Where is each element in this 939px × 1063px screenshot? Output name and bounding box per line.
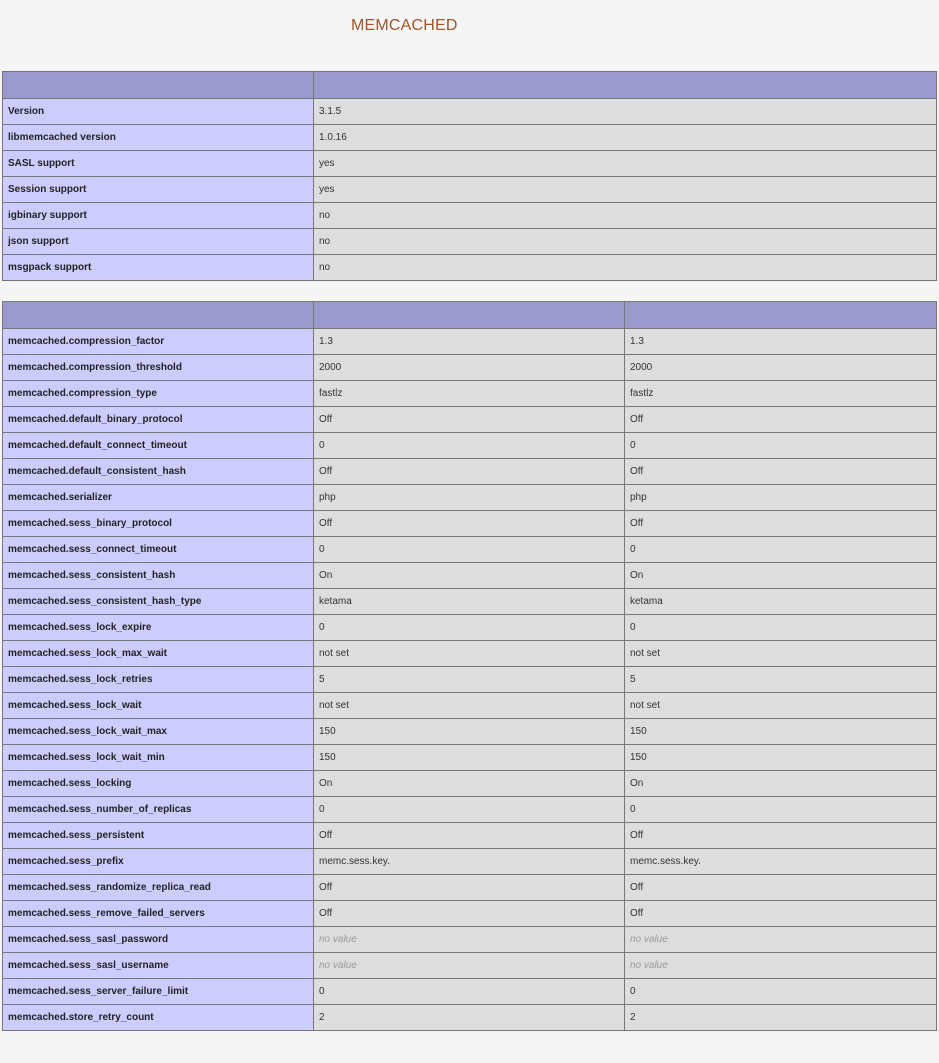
section-title: MEMCACHED xyxy=(351,17,458,34)
header-cell xyxy=(3,302,314,329)
table-row xyxy=(3,1005,937,1031)
row-value: no xyxy=(314,255,937,281)
table-row xyxy=(3,927,937,953)
directive-name: memcached.sess_binary_protocol xyxy=(3,511,314,537)
directive-name: memcached.sess_lock_wait_max xyxy=(3,719,314,745)
master-value: php xyxy=(625,485,937,511)
master-value: 0 xyxy=(625,433,937,459)
local-value: Off xyxy=(314,407,625,433)
local-value: Off xyxy=(314,875,625,901)
master-value: 2 xyxy=(625,1005,937,1031)
master-no-value: no value xyxy=(630,934,668,945)
row-name: SASL support xyxy=(3,151,314,177)
table-row xyxy=(3,589,937,615)
table-row xyxy=(3,823,937,849)
table-row xyxy=(3,719,937,745)
local-value: php xyxy=(314,485,625,511)
local-value: 1.3 xyxy=(314,329,625,355)
master-value-cell xyxy=(625,953,937,979)
master-value: Off xyxy=(625,901,937,927)
table-header-row xyxy=(3,302,937,329)
local-value-cell xyxy=(314,953,625,979)
local-value-cell xyxy=(314,927,625,953)
local-value: Off xyxy=(314,511,625,537)
local-value: On xyxy=(314,563,625,589)
directive-name: memcached.default_binary_protocol xyxy=(3,407,314,433)
directive-name: memcached.sess_server_failure_limit xyxy=(3,979,314,1005)
table-row xyxy=(3,849,937,875)
directive-name: memcached.default_connect_timeout xyxy=(3,433,314,459)
local-value: memc.sess.key. xyxy=(314,849,625,875)
directive-name: memcached.default_consistent_hash xyxy=(3,459,314,485)
row-name: Version xyxy=(3,99,314,125)
directive-name: memcached.sess_consistent_hash xyxy=(3,563,314,589)
table-header-row xyxy=(3,72,937,99)
master-value: ketama xyxy=(625,589,937,615)
directive-name: memcached.serializer xyxy=(3,485,314,511)
table-row xyxy=(3,229,937,255)
directive-name: memcached.sess_lock_wait_min xyxy=(3,745,314,771)
directive-name: memcached.compression_factor xyxy=(3,329,314,355)
local-value: fastlz xyxy=(314,381,625,407)
local-no-value: no value xyxy=(319,934,357,945)
row-name: libmemcached version xyxy=(3,125,314,151)
local-value: 0 xyxy=(314,537,625,563)
row-value: no xyxy=(314,229,937,255)
table-row xyxy=(3,125,937,151)
master-value: 1.3 xyxy=(625,329,937,355)
directive-name: memcached.sess_sasl_username xyxy=(3,953,314,979)
directive-name: memcached.sess_prefix xyxy=(3,849,314,875)
master-value-cell xyxy=(625,927,937,953)
master-value: fastlz xyxy=(625,381,937,407)
table-row xyxy=(3,797,937,823)
table-row xyxy=(3,355,937,381)
master-value: On xyxy=(625,563,937,589)
table-row xyxy=(3,615,937,641)
table-row xyxy=(3,433,937,459)
row-name: json support xyxy=(3,229,314,255)
directive-name: memcached.sess_remove_failed_servers xyxy=(3,901,314,927)
local-value: 150 xyxy=(314,745,625,771)
master-value: Off xyxy=(625,511,937,537)
local-value: ketama xyxy=(314,589,625,615)
table-row xyxy=(3,875,937,901)
local-value: Off xyxy=(314,901,625,927)
master-value: 5 xyxy=(625,667,937,693)
local-value: 0 xyxy=(314,797,625,823)
table-row xyxy=(3,407,937,433)
table-row xyxy=(3,459,937,485)
directive-name: memcached.sess_lock_max_wait xyxy=(3,641,314,667)
master-value: 0 xyxy=(625,797,937,823)
table-row xyxy=(3,771,937,797)
master-value: 0 xyxy=(625,537,937,563)
table-row xyxy=(3,381,937,407)
row-name: igbinary support xyxy=(3,203,314,229)
table-row xyxy=(3,151,937,177)
directive-name: memcached.sess_number_of_replicas xyxy=(3,797,314,823)
table-row xyxy=(3,953,937,979)
table-row xyxy=(3,667,937,693)
local-value: 2 xyxy=(314,1005,625,1031)
master-value: Off xyxy=(625,875,937,901)
local-value: 2000 xyxy=(314,355,625,381)
row-value: no xyxy=(314,203,937,229)
local-value: 5 xyxy=(314,667,625,693)
master-value: 150 xyxy=(625,719,937,745)
local-value: 0 xyxy=(314,979,625,1005)
local-value: 150 xyxy=(314,719,625,745)
master-value: 0 xyxy=(625,979,937,1005)
master-value: 2000 xyxy=(625,355,937,381)
table-row xyxy=(3,745,937,771)
row-name: Session support xyxy=(3,177,314,203)
table-row xyxy=(3,99,937,125)
local-value: not set xyxy=(314,693,625,719)
directive-name: memcached.sess_lock_retries xyxy=(3,667,314,693)
row-value: 3.1.5 xyxy=(314,99,937,125)
master-value: not set xyxy=(625,693,937,719)
header-cell xyxy=(314,302,625,329)
master-value: memc.sess.key. xyxy=(625,849,937,875)
header-cell xyxy=(625,302,937,329)
table-row xyxy=(3,329,937,355)
table-row xyxy=(3,563,937,589)
row-value: yes xyxy=(314,151,937,177)
directive-name: memcached.sess_connect_timeout xyxy=(3,537,314,563)
table-row xyxy=(3,979,937,1005)
directive-name: memcached.sess_consistent_hash_type xyxy=(3,589,314,615)
header-cell xyxy=(314,72,937,99)
memcached-info-table xyxy=(2,71,937,281)
local-value: Off xyxy=(314,823,625,849)
table-row xyxy=(3,901,937,927)
memcached-directives-table xyxy=(2,301,937,1031)
directive-name: memcached.store_retry_count xyxy=(3,1005,314,1031)
directive-name: memcached.sess_sasl_password xyxy=(3,927,314,953)
table-row xyxy=(3,485,937,511)
local-value: 0 xyxy=(314,615,625,641)
master-value: 150 xyxy=(625,745,937,771)
master-value: On xyxy=(625,771,937,797)
local-no-value: no value xyxy=(319,960,357,971)
master-value: Off xyxy=(625,823,937,849)
row-value: 1.0.16 xyxy=(314,125,937,151)
local-value: not set xyxy=(314,641,625,667)
directive-name: memcached.sess_locking xyxy=(3,771,314,797)
table-row xyxy=(3,203,937,229)
directive-name: memcached.sess_lock_expire xyxy=(3,615,314,641)
row-value: yes xyxy=(314,177,937,203)
master-value: Off xyxy=(625,407,937,433)
directive-name: memcached.sess_randomize_replica_read xyxy=(3,875,314,901)
directive-name: memcached.sess_persistent xyxy=(3,823,314,849)
local-value: On xyxy=(314,771,625,797)
directive-name: memcached.compression_threshold xyxy=(3,355,314,381)
directive-name: memcached.compression_type xyxy=(3,381,314,407)
master-value: Off xyxy=(625,459,937,485)
table-row xyxy=(3,693,937,719)
table-row xyxy=(3,255,937,281)
master-no-value: no value xyxy=(630,960,668,971)
master-value: 0 xyxy=(625,615,937,641)
row-name: msgpack support xyxy=(3,255,314,281)
local-value: 0 xyxy=(314,433,625,459)
master-value: not set xyxy=(625,641,937,667)
header-cell xyxy=(3,72,314,99)
table-row xyxy=(3,537,937,563)
table-row xyxy=(3,177,937,203)
directive-name: memcached.sess_lock_wait xyxy=(3,693,314,719)
local-value: Off xyxy=(314,459,625,485)
table-row xyxy=(3,641,937,667)
table-row xyxy=(3,511,937,537)
